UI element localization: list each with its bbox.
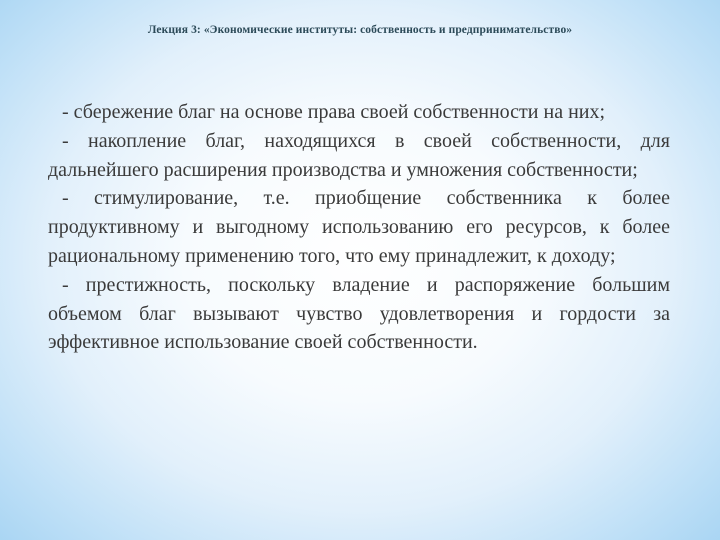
lecture-title: Лекция 3: «Экономические институты: собственность и предпринимательство» <box>147 24 573 36</box>
slide-body-text <box>48 98 670 357</box>
list-item-accumulation: - накопление благ, находящихся в своей собственности, для дальнейшего расширения производства и умножения собственности; <box>48 129 670 181</box>
list-item-prestige: - престижность, поскольку владение и распоряжение большим объемом благ вызывают чувство удовлетворения и гордости за эффективное использование своей собственности. <box>48 273 670 354</box>
list-item-saving: - сбережение благ на основе права своей собственности на них; <box>62 101 606 123</box>
list-item-stimulation: - стимулирование, т.е. приобщение собственника к более продуктивному и выгодному использованию его ресурсов, к более рациональному применению того, что ему принадлежит, к доходу; <box>48 187 670 267</box>
